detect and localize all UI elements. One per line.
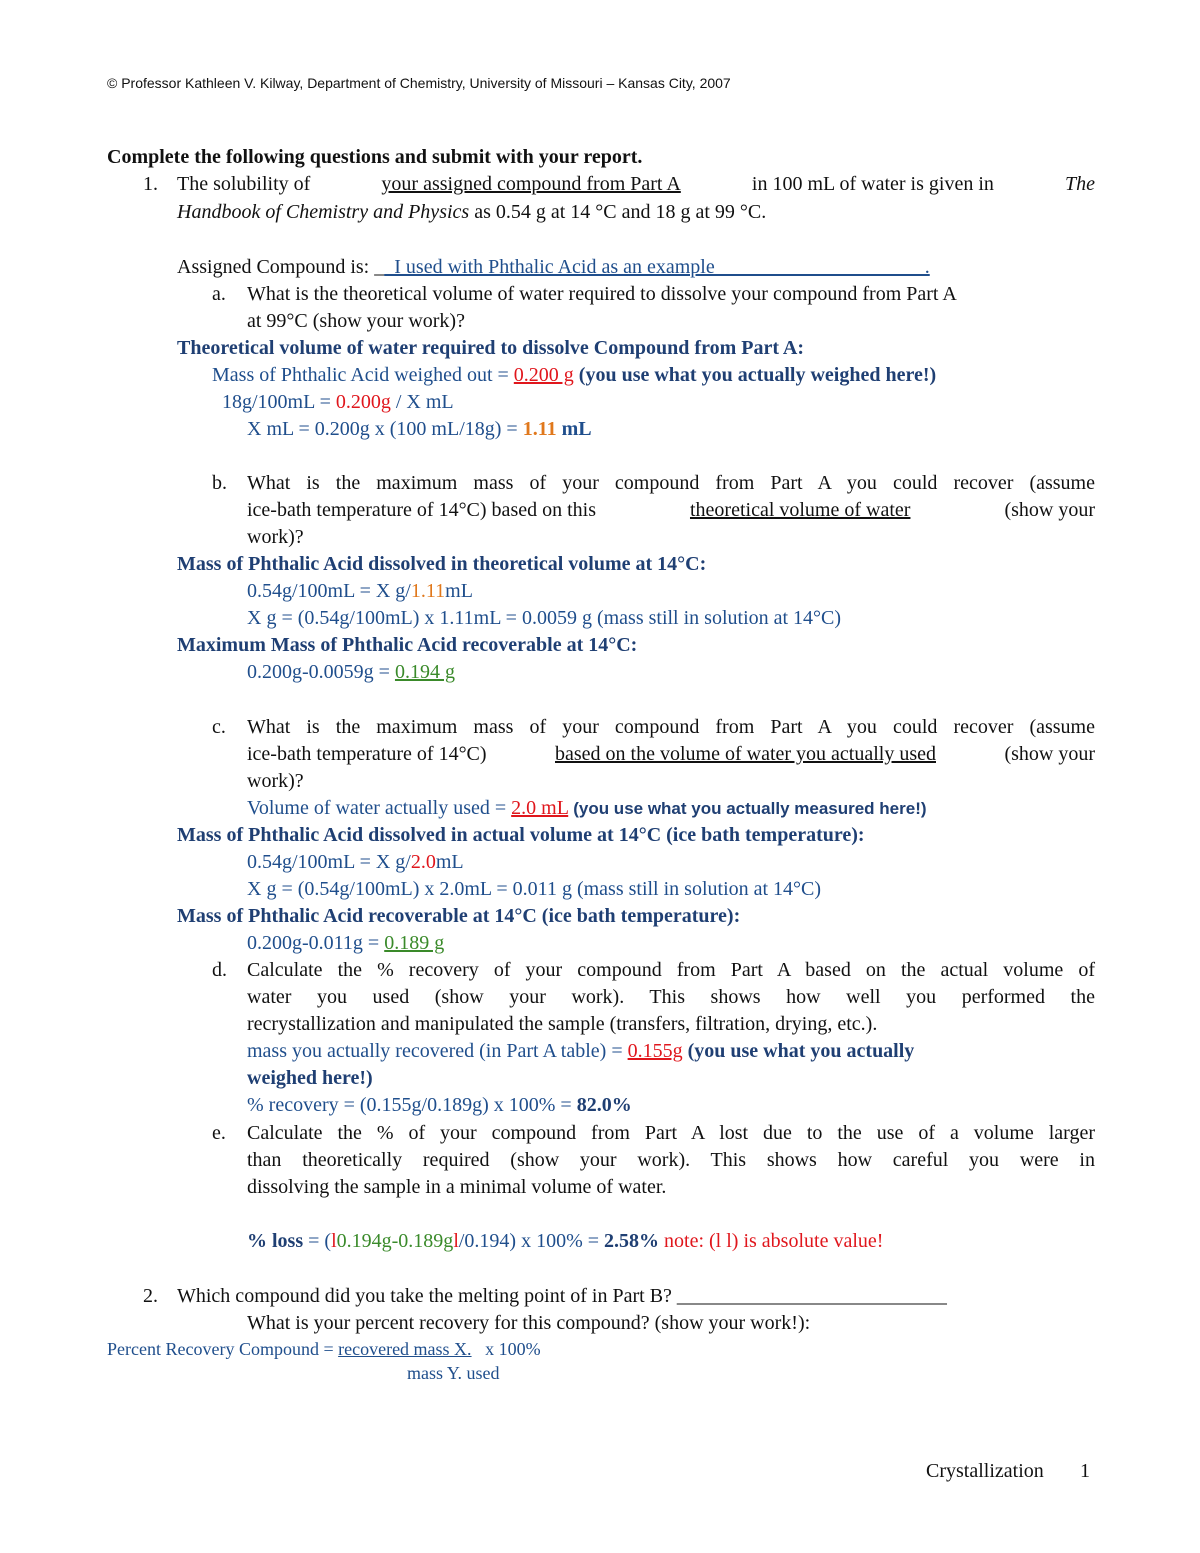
q1c-calc2: X g = (0.54g/100mL) x 2.0mL = 0.011 g (mass still in solution at 14°C) [247,878,822,900]
q2-line2: What is your percent recovery for this compound? (show your work!): [247,1312,811,1334]
q1d-line3: recrystallization and manipulated the sample (transfers, filtration, drying, etc.). [247,1013,878,1035]
q1b-line1: What is the maximum mass of your compound from Part A you could recover (assume [247,472,1095,494]
q1b-label: b. [212,472,227,494]
q1d-recovery-calc: % recovery = (0.155g/0.189g) x 100% = 82.0% [247,1094,632,1116]
q1c-line3: work)? [247,770,304,792]
q1d-recovered-line: mass you actually recovered (in Part A table) = 0.155g (you use what you actually [247,1040,915,1062]
q1e-line3: dissolving the sample in a minimal volume of water. [247,1176,667,1198]
q1-line2: Handbook of Chemistry and Physics as 0.54 g at 14 °C and 18 g at 99 °C. [177,201,767,223]
q1b-answer-heading2: Maximum Mass of Phthalic Acid recoverable at 14°C: [177,634,638,656]
q1d-label: d. [212,959,227,981]
q1c-calc3: 0.200g-0.011g = 0.189 g [247,932,445,954]
instructions-heading: Complete the following questions and submit with your report. [107,146,643,168]
q1a-label: a. [212,283,226,305]
q2-formula: Percent Recovery Compound = recovered mass X. x 100% [107,1339,541,1359]
q1d-recovered-line2: weighed here!) [247,1067,373,1089]
q1e-line2: than theoretically required (show your work). This shows how careful you were in [247,1149,1095,1171]
q1b-line3: work)? [247,526,304,548]
footer-page-number: 1 [1080,1460,1090,1482]
q1e-loss-calc: % loss = (l0.194g-0.189gl/0.194) x 100% = 2.58% note: (l l) is absolute value! [247,1230,884,1252]
q1b-calc3: 0.200g-0.0059g = 0.194 g [247,661,455,683]
q2-number: 2. [143,1285,158,1307]
q1c-label: c. [212,716,226,738]
q1a-answer-heading: Theoretical volume of water required to dissolve Compound from Part A: [177,337,804,359]
q1a-line1: What is the theoretical volume of water required to dissolve your compound from Part A [247,283,957,305]
q1b-line2: ice-bath temperature of 14°C) based on this theoretical volume of water (show your [247,499,1095,521]
q1c-calc1: 0.54g/100mL = X g/2.0mL [247,851,464,873]
q1-line1: The solubility of your assigned compound from Part A in 100 mL of water is given in The [177,173,1095,195]
assigned-compound: Assigned Compound is: __I used with Phthalic Acid as an example_____________________. [177,256,930,278]
q1b-calc2: X g = (0.54g/100mL) x 1.11mL = 0.0059 g (mass still in solution at 14°C) [247,607,842,629]
q1b-answer-heading1: Mass of Phthalic Acid dissolved in theoretical volume at 14°C: [177,553,707,575]
q1c-line2: ice-bath temperature of 14°C) based on the volume of water you actually used (show your [247,743,1095,765]
page-header: © Professor Kathleen V. Kilway, Department of Chemistry, University of Missouri – Kansas City, 2007 [107,75,731,91]
q1e-line1: Calculate the % of your compound from Part A lost due to the use of a volume larger [247,1122,1095,1144]
q2-line1: Which compound did you take the melting point of in Part B? ___________________________ [177,1285,947,1307]
q1b-calc1: 0.54g/100mL = X g/1.11mL [247,580,473,602]
q1c-volume-line: Volume of water actually used = 2.0 mL (you use what you actually measured here!) [247,797,927,819]
q1d-line1: Calculate the % recovery of your compound from Part A based on the actual volume of [247,959,1095,981]
q1c-line1: What is the maximum mass of your compound from Part A you could recover (assume [247,716,1095,738]
q1e-label: e. [212,1122,226,1144]
q1a-line2: at 99°C (show your work)? [247,310,465,332]
q1c-answer-heading1: Mass of Phthalic Acid dissolved in actual volume at 14°C (ice bath temperature): [177,824,865,846]
q1a-result-line: X mL = 0.200g x (100 mL/18g) = 1.11 mL [247,418,592,440]
q1d-line2: water you used (show your work). This shows how well you performed the [247,986,1095,1008]
q2-formula-denominator: mass Y. used [407,1363,500,1383]
footer-title: Crystallization [926,1460,1044,1482]
q1a-mass-line: Mass of Phthalic Acid weighed out = 0.200 g (you use what you actually weighed here!) [212,364,937,386]
q1-number: 1. [143,173,158,195]
q1a-ratio-line: 18g/100mL = 0.200g / X mL [222,391,454,413]
q1c-answer-heading2: Mass of Phthalic Acid recoverable at 14°C (ice bath temperature): [177,905,741,927]
